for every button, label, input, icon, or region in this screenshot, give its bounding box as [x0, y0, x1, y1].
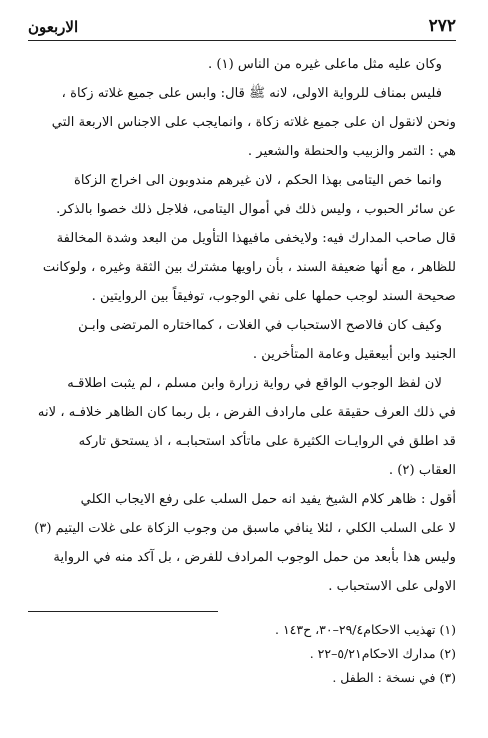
running-title: الاربعون	[28, 18, 79, 36]
text-line: في ذلك العرف حقيقة على مارادف الفرض ، بل ربما كان الظاهر خلافـه ، لانه	[37, 405, 456, 420]
paragraph	[28, 485, 456, 601]
text-line: هي : التمر والزبيب والحنطة والشعير .	[247, 144, 456, 159]
footnote-item: (٣) في نسخة : الطفل .	[332, 670, 456, 685]
text-line: لان لفظ الوجوب الواقع في رواية زرارة وابن مسلم ، لم يثبت اطلاقـه	[67, 376, 442, 391]
text-line: أقول : ظاهر كلام الشيخ يفيد انه حمل السلب على رفع الايجاب الكلي	[80, 492, 456, 507]
page-header	[28, 0, 456, 41]
text-line: لا على السلب الكلي ، لئلا ينافي ماسبق من وجوب الزكاة على غلات اليتيم (٣)	[34, 521, 456, 536]
paragraph	[28, 79, 456, 166]
footnotes	[28, 618, 456, 690]
paragraph	[28, 166, 456, 224]
text-line: وكان عليه مثل ماعلى غيره من الناس (١) .	[207, 57, 442, 72]
text-line: عن سائر الحبوب ، وليس ذلك في أموال اليتامى، فلاجل ذلك خصوا بالذكر.	[56, 202, 456, 217]
text-line: الاولى على الاستحباب .	[328, 579, 456, 594]
footnote-item: (٢) مدارك الاحكام٥/٢١–٢٢ .	[309, 646, 456, 661]
text-line: وليس هذا بأبعد من حمل الوجوب المرادف للفرض ، بل آكد منه في الرواية	[53, 550, 456, 565]
text-line: الجنيد وابن أبيعقيل وعامة المتأخرين .	[252, 347, 456, 362]
text-line: فليس بمناف للرواية الاولى، لانه ﷺ قال: وابس على جميع غلاته زكاة ،	[61, 86, 442, 101]
text-line: قد اطلق في الروايـات الكثيرة على ماتأكد استحبابـه ، اذ يستحق تاركه	[78, 434, 456, 449]
text-line: وكيف كان فالاصح الاستحباب في الغلات ، كمااختاره المرتضى وابـن	[78, 318, 442, 333]
text-line: العقاب (٢) .	[388, 463, 456, 478]
text-line: للظاهر ، مع أنها ضعيفة السند ، بأن راويها مشترك بين الثقة وغيره ، ولوكانت	[42, 260, 456, 275]
page-number: ٢٧٢	[428, 16, 456, 36]
footnote-divider	[28, 611, 218, 612]
text-line: صحيحة السند لوجب حملها على نفي الوجوب، توفيقاً بين الروايتين .	[91, 289, 456, 304]
paragraph	[28, 369, 456, 485]
paragraph	[28, 311, 456, 369]
body-text	[28, 50, 456, 601]
text-line: قال صاحب المدارك فيه: ولايخفى مافيهذا التأويل من البعد وشدة المخالفة	[56, 231, 456, 246]
paragraph	[28, 224, 456, 311]
text-line: وانما خص اليتامى بهذا الحكم ، لان غيرهم مندوبون الى اخراج الزكاة	[73, 173, 442, 188]
paragraph	[28, 50, 456, 79]
footnote-item: (١) تهذيب الاحكام٢٩/٤–٣٠، ح١٤٣ .	[274, 622, 456, 637]
text-line: ونحن لانقول ان على جميع غلاته زكاة ، وانمايجب على الاجناس الاربعة التي	[51, 115, 456, 130]
